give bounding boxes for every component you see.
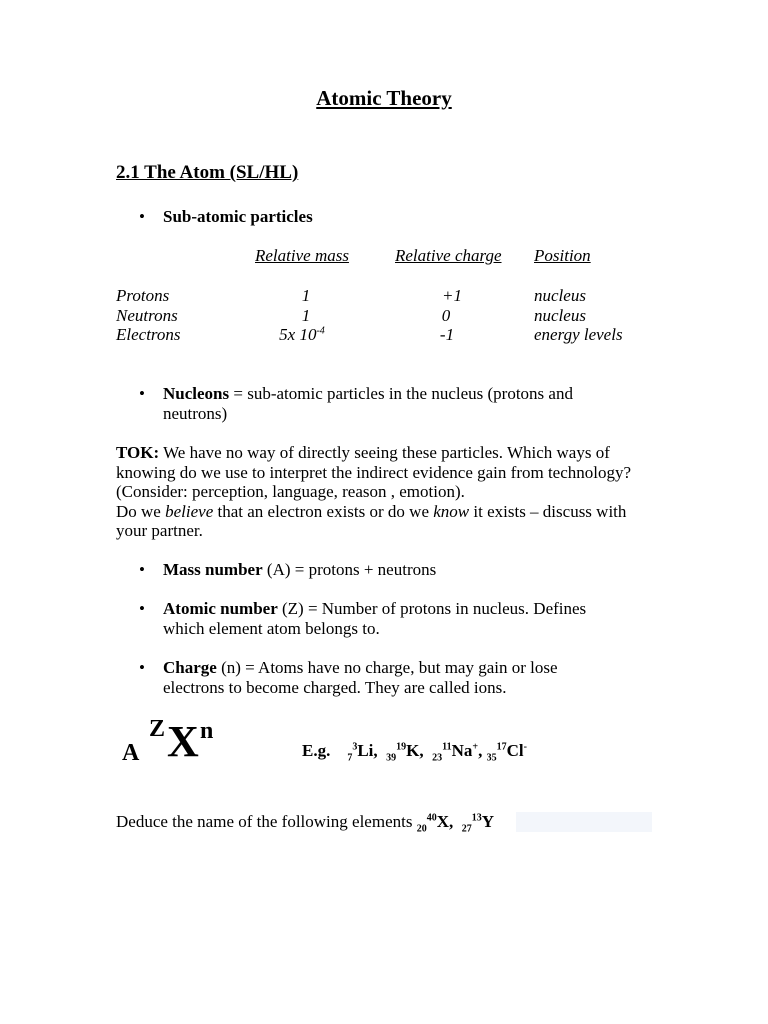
example-nuclide: $_{39}^{19}$K,: [386, 741, 424, 764]
row-name: Neutrons: [116, 306, 178, 325]
header-position: Position: [534, 246, 591, 265]
charge-term: Charge: [163, 658, 217, 677]
formula-element-symbol: X: [167, 717, 199, 766]
row-mass: 1: [301, 286, 311, 305]
mass-number-text: (A) = protons + neutrons: [262, 560, 437, 579]
tok-believe: believe: [165, 501, 214, 521]
row-mass: 5x $10^{-4}$: [279, 325, 325, 344]
deduce-nuclide: $_{27}^{13}$Y: [461, 812, 495, 835]
row-charge: -1: [439, 325, 455, 344]
row-position: nucleus: [534, 306, 586, 325]
example-nuclide: $_7^3$Li,: [347, 741, 378, 764]
bullet-charge: [139, 658, 613, 698]
atomic-number-text: (Z) = Number of protons in nucleus. Defines which element atom belongs to.: [163, 599, 587, 638]
tok-text: Do we: [116, 501, 166, 521]
nucleons-text: = sub-atomic particles in the nucleus (protons and neutrons): [163, 384, 573, 423]
tok-label: TOK:: [116, 443, 160, 462]
example-nuclide: $_{35}^{17}$Cl-: [486, 741, 527, 764]
row-name: Protons: [116, 286, 170, 305]
bullet-icon: •: [139, 207, 145, 226]
tok-text: it exists – discuss with your partner.: [116, 501, 627, 540]
header-relative-charge: Relative charge: [395, 246, 502, 265]
example-nuclide: $_{23}^{11}$Na+,: [432, 741, 483, 764]
formula-charge-symbol: n: [200, 718, 214, 744]
tok-text: We have no way of directly seeing these particles. Which ways of knowing do we use to interpret the indirect evidence gain from technology? (Consider: perception, language, reason , emotion).: [116, 443, 632, 501]
row-position: nucleus: [534, 286, 586, 305]
tok-know: know: [433, 501, 470, 521]
examples-label: E.g.: [302, 741, 331, 760]
tok-text: that an electron exists or do we: [213, 501, 434, 521]
charge-text: (n) = Atoms have no charge, but may gain or lose electrons to become charged. They are called ions.: [163, 658, 558, 697]
nucleons-term: Nucleons: [163, 384, 230, 403]
subatomic-label: Sub-atomic particles: [163, 207, 313, 226]
deduce-question: [116, 812, 652, 835]
row-position: energy levels: [534, 325, 623, 344]
tok-paragraph: [116, 443, 656, 541]
bullet-nucleons: [139, 384, 613, 424]
bullet-icon: •: [139, 384, 145, 403]
formula-atomic-symbol: Z: [149, 716, 166, 742]
atomic-number-term: Atomic number: [163, 599, 278, 618]
header-relative-mass: Relative mass: [255, 246, 349, 265]
row-mass: 1: [301, 306, 311, 325]
row-name: Electrons: [116, 325, 181, 344]
deduce-nuclide: $_{20}^{40}$X,: [416, 812, 454, 835]
deduce-text: Deduce the name of the following elements: [116, 812, 417, 831]
bullet-subatomic: [139, 207, 643, 227]
bullet-icon: •: [139, 599, 145, 618]
bullet-icon: •: [139, 560, 145, 579]
document-title: Atomic Theory: [316, 86, 452, 110]
bullet-atomic-number: [139, 599, 623, 639]
formula-mass-symbol: A: [122, 740, 140, 766]
examples-line: [302, 741, 527, 764]
section-heading: 2.1 The Atom (SL/HL): [116, 162, 299, 183]
row-charge: 0: [441, 306, 451, 325]
mass-number-term: Mass number: [163, 560, 263, 579]
bullet-icon: •: [139, 658, 145, 677]
bullet-mass-number: [139, 560, 643, 580]
row-charge: +1: [442, 286, 462, 305]
